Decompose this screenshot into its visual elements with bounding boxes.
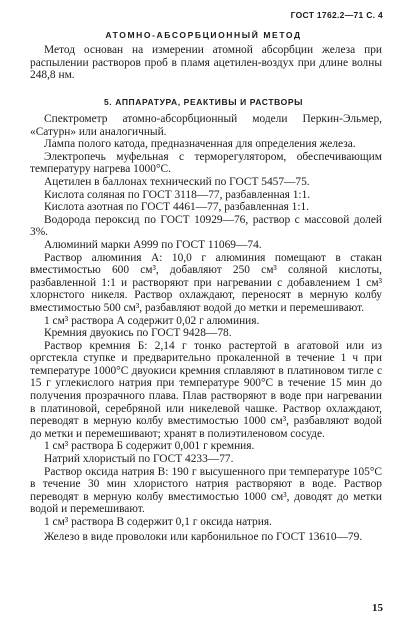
- paragraph: Лампа полого катода, предназначенная для определения железа.: [44, 138, 356, 151]
- method-intro-block: [30, 44, 382, 82]
- paragraph: Алюминий марки А999 по ГОСТ 11069—74.: [44, 238, 262, 251]
- paragraph: Водорода пероксид по ГОСТ 10929—76, раствор с массовой долей 3%.: [30, 213, 382, 239]
- paragraph: Кислота соляная по ГОСТ 3118—77, разбавленная 1:1.: [44, 188, 311, 201]
- paragraph: 1 см³ раствора А содержит 0,02 г алюминия.: [44, 314, 260, 327]
- paragraph: 1 см³ раствора В содержит 0,1 г оксида натрия.: [44, 516, 272, 528]
- paragraph: Раствор кремния Б: 2,14 г тонко растертой в агатовой или из оргстекла ступке и предварительно прокаленной в течение 1 ч при температуре 1000°С двуокиси кремния сплавляют в платиновом тигле с 15 г углекислого натрия при температуре 900°С в течение 15 мин до получения прозрачного плава. Плав растворяют в воде при нагревании в платиновой, серебряной или никелевой чашке. Раствор охлаждают, переводят в мерную колбу вместимостью 1000 см³, разбавляют водой до метки и перемешивают; хранят в полиэтиленовом сосуде.: [30, 339, 382, 440]
- equipment-block: [30, 113, 382, 543]
- paragraph: Раствор алюминия А: 10,0 г алюминия помещают в стакан вместимостью 600 см³, добавляют 250 см³ соляной кислоты, разбавленной 1:1 и растворяют при нагревании с добавлением 1 см³ хлорнстого никеля. Раствор охлаждают, переносят в мерную колбу вместимостью 500 см³, разбавляют водой до метки и перемешивают.: [30, 251, 382, 314]
- page-number: 15: [372, 602, 383, 614]
- section-title-equipment: 5. АППАРАТУРА, РЕАКТИВЫ И РАСТВОРЫ: [103, 97, 304, 107]
- paragraph: Ацетилен в баллонах технический по ГОСТ 5457—75.: [44, 175, 310, 188]
- paragraph: Натрий хлористый по ГОСТ 4233—77.: [44, 453, 234, 466]
- paragraph: Железо в виде проволоки или карбонильное по ГОСТ 13610—79.: [44, 530, 363, 543]
- method-intro-paragraph: Метод основан на измерении атомной абсорбции железа при распылении растворов проб в пламя ацетилен-воздух при длине волны 248,8 нм.: [30, 44, 382, 82]
- paragraph: Спектрометр атомно-абсорбционный модели Перкин-Эльмер, «Сатурн» или аналогичный.: [30, 113, 382, 138]
- running-header: ГОСТ 1762.2—71 С. 4: [290, 10, 383, 20]
- paragraph: Кислота азотная по ГОСТ 4461—77, разбавленная 1:1.: [44, 201, 310, 214]
- section-title-method: АТОМНО-АБСОРБЦИОННЫЙ МЕТОД: [105, 30, 302, 40]
- paragraph: 1 см³ раствора Б содержит 0,001 г кремния.: [44, 440, 255, 453]
- paragraph: Кремния двуокись по ГОСТ 9428—78.: [44, 327, 232, 340]
- paragraph: Раствор оксида натрия В: 190 г высушенного при температуре 105°С в течение 30 мин хлористого натрия растворяют в воде. Раствор переводят в мерную колбу вместимостью 1000 см³, доводят до метки водой и перемешивают.: [30, 465, 382, 516]
- paragraph: Электропечь муфельная с терморегулятором, обеспечивающим температуру нагрева 1000°С.: [30, 150, 382, 176]
